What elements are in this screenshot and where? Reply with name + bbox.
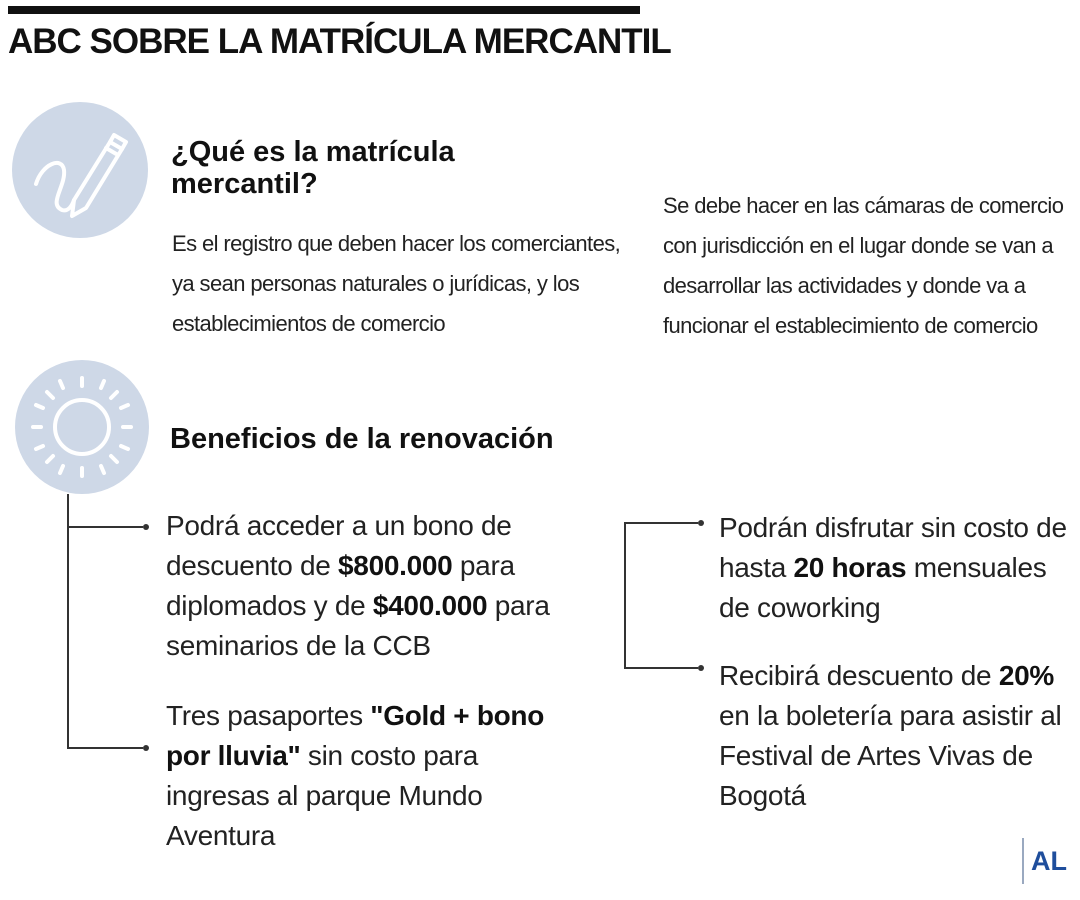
benefit-highlight: $400.000	[372, 590, 488, 621]
section-where-text: Se debe hacer en las cámaras de comercio con jurisdicción en el lugar donde se van a desarrollar las actividades y donde va a funcionar el establecimiento de comercio	[663, 193, 1064, 338]
benefit-highlight: 20 horas	[793, 552, 907, 583]
connector-line	[67, 494, 69, 748]
benefit-text: sin costo para ingresas al parque Mundo Aventura	[166, 740, 483, 851]
benefit-text: para diplomados y de	[166, 550, 515, 621]
bullet-dot	[698, 665, 704, 671]
benefit-text: Tres pasaportes	[166, 700, 371, 731]
benefit-highlight: "Gold + bono por lluvia"	[166, 700, 545, 771]
section-what-heading: ¿Qué es la matrícula mercantil?	[171, 136, 455, 200]
publisher-logo: AL	[1022, 838, 1074, 884]
connector-line	[624, 667, 698, 669]
connector-line	[624, 522, 698, 524]
pen-icon	[12, 102, 148, 238]
benefit-text: en la boletería para asistir al Festival de Artes Vivas de Bogotá	[719, 700, 1062, 811]
benefit-text: mensuales de coworking	[719, 552, 1047, 623]
benefit-text: para seminarios de la CCB	[166, 590, 550, 661]
benefit-text: Podrán disfrutar sin costo de hasta	[719, 512, 1067, 583]
bullet-dot	[143, 524, 149, 530]
benefit-item-bono-descuento	[166, 506, 586, 666]
connector-line	[67, 526, 143, 528]
section-benefits-heading: Beneficios de la renovación	[170, 423, 554, 455]
title-rule	[8, 6, 640, 14]
sun-icon-graphic	[15, 360, 149, 494]
page-title: ABC SOBRE LA MATRÍCULA MERCANTIL	[8, 22, 671, 61]
benefit-item-pasaportes	[166, 696, 586, 856]
section-what-description: Es el registro que deben hacer los comerciantes, ya sean personas naturales o jurídicas, y los establecimientos de comercio	[172, 231, 621, 336]
sun-icon	[15, 360, 149, 494]
bullet-dot	[698, 520, 704, 526]
benefit-highlight: $800.000	[338, 550, 453, 581]
benefit-text: Recibirá descuento de	[719, 660, 999, 691]
benefit-highlight: 20%	[998, 660, 1054, 691]
benefit-item-coworking	[719, 508, 1079, 628]
benefit-item-festival	[719, 656, 1079, 816]
connector-line	[624, 522, 626, 668]
connector-line	[67, 747, 143, 749]
bullet-dot	[143, 745, 149, 751]
benefit-text: Podrá acceder a un bono de descuento de	[166, 510, 512, 581]
pen-icon-graphic	[12, 102, 148, 238]
